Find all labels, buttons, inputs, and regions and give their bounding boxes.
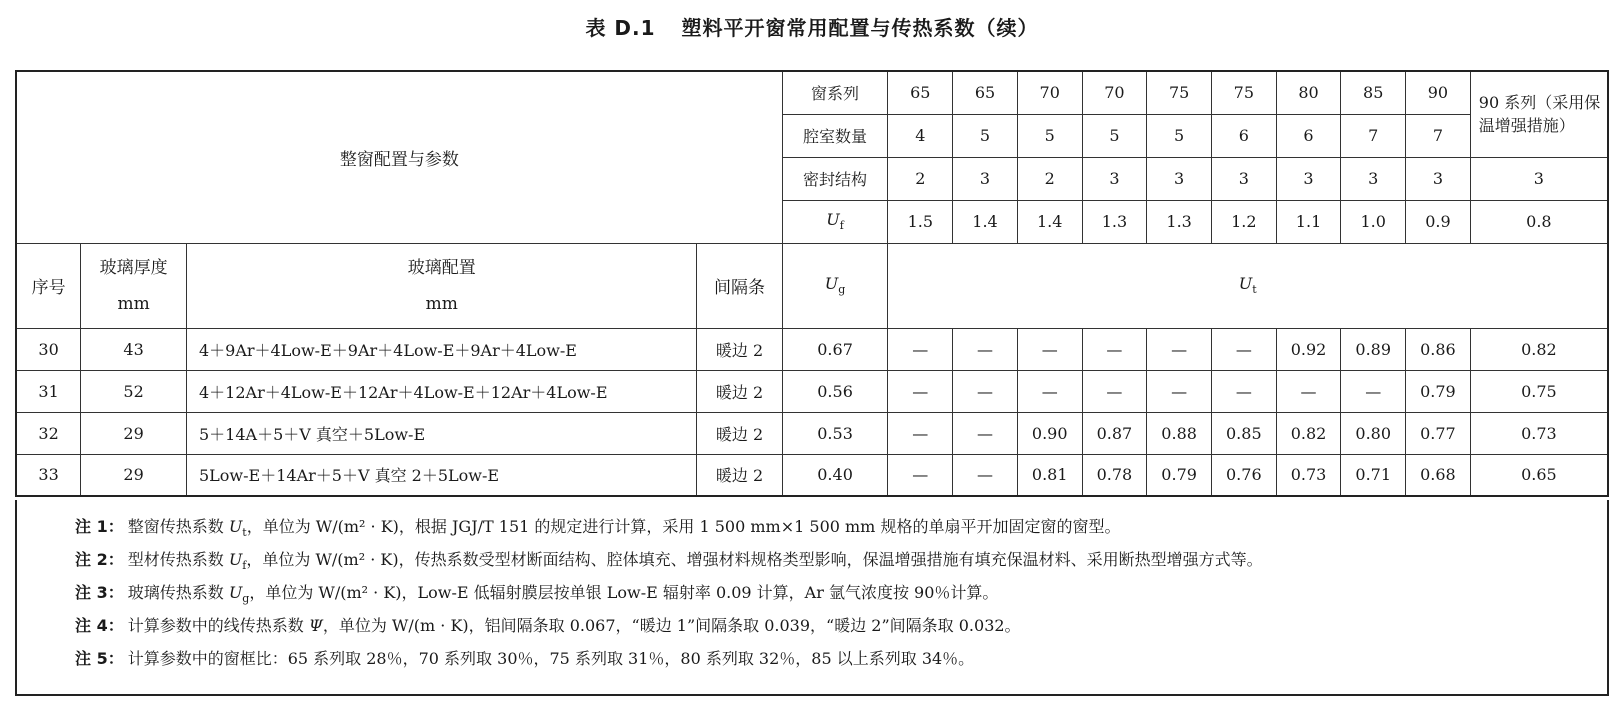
seq-cell: 32	[16, 412, 81, 454]
ut-cell: 0.68	[1406, 454, 1471, 496]
ut-cell: —	[1341, 370, 1406, 412]
ut-cell: —	[1082, 370, 1147, 412]
series-cell: 85	[1341, 71, 1406, 114]
ut-cell: —	[1017, 328, 1082, 370]
table-title	[0, 12, 1624, 41]
table-row	[16, 454, 1608, 496]
note-text: 玻璃传热系数	[127, 583, 229, 602]
ut-cell: —	[1211, 328, 1276, 370]
note-label: 注 3：	[75, 583, 124, 602]
uf-cell: 1.0	[1341, 200, 1406, 243]
ut-cell: 0.89	[1341, 328, 1406, 370]
uf-cell: 1.2	[1211, 200, 1276, 243]
ut-subscript: t	[1252, 283, 1257, 297]
glass-header	[186, 243, 696, 328]
series-cell: 75	[1147, 71, 1212, 114]
chambers-cell: 6	[1276, 114, 1341, 157]
series-cell: 75	[1211, 71, 1276, 114]
seals-label: 密封结构	[782, 157, 888, 200]
glass-header-label: 玻璃配置	[407, 257, 476, 278]
ut-cell: 0.82	[1276, 412, 1341, 454]
uf-cell: 1.4	[1017, 200, 1082, 243]
glass-config-cell: 5Low-E＋14Ar＋5＋V 真空 2＋5Low-E	[186, 454, 696, 496]
chambers-cell: 5	[1147, 114, 1212, 157]
thickness-header-unit: mm	[117, 293, 150, 314]
uf-cell: 1.5	[888, 200, 953, 243]
seals-cell: 2	[1017, 157, 1082, 200]
spacer-cell: 暖边 2	[697, 370, 782, 412]
seals-cell: 3	[1276, 157, 1341, 200]
chambers-cell: 6	[1211, 114, 1276, 157]
chambers-cell: 7	[1406, 114, 1471, 157]
series-cell: 65	[888, 71, 953, 114]
uf-cell: 1.4	[953, 200, 1018, 243]
ut-cell: —	[953, 370, 1018, 412]
ut-cell: —	[1147, 328, 1212, 370]
series-cell-90-enhanced: 90 系列（采用保温增强措施）	[1470, 71, 1608, 157]
ut-cell: —	[888, 412, 953, 454]
chambers-cell: 4	[888, 114, 953, 157]
ut-cell: —	[953, 412, 1018, 454]
note-text: 计算参数中的线传热系数	[127, 616, 309, 635]
uf-symbol: U	[826, 210, 840, 230]
note-label: 注 1：	[75, 517, 124, 536]
seals-cell: 2	[888, 157, 953, 200]
spacer-header: 间隔条	[697, 243, 782, 328]
glass-config-cell: 4＋12Ar＋4Low-E＋12Ar＋4Low-E＋12Ar＋4Low-E	[186, 370, 696, 412]
subheader-row	[16, 243, 1608, 328]
note-symbol: U	[228, 583, 243, 602]
ut-cell: —	[1276, 370, 1341, 412]
ug-cell: 0.67	[782, 328, 888, 370]
ug-cell: 0.40	[782, 454, 888, 496]
ut-cell: —	[888, 370, 953, 412]
ut-cell: 0.73	[1276, 454, 1341, 496]
seals-cell: 3	[1211, 157, 1276, 200]
note-1	[75, 512, 1607, 545]
seq-header: 序号	[16, 243, 81, 328]
note-symbol: U	[228, 550, 243, 569]
ut-cell: 0.82	[1470, 328, 1608, 370]
note-text-rest: ，单位为 W/(m² · K)，根据 JGJ/T 151 的规定进行计算，采用 1 500 mm×1 500 mm 规格的单扇平开加固定窗的窗型。	[246, 517, 1121, 536]
note-text: 型材传热系数	[127, 550, 229, 569]
ug-subscript: g	[838, 283, 846, 297]
ut-cell: 0.78	[1082, 454, 1147, 496]
note-label: 注 4：	[75, 616, 124, 635]
glass-header-unit: mm	[425, 293, 458, 314]
ut-cell: 0.85	[1211, 412, 1276, 454]
seq-cell: 31	[16, 370, 81, 412]
ut-cell: —	[888, 454, 953, 496]
table-caption: 塑料平开窗常用配置与传热系数（续）	[681, 16, 1039, 40]
note-4	[75, 611, 1607, 644]
glass-config-cell: 4＋9Ar＋4Low-E＋9Ar＋4Low-E＋9Ar＋4Low-E	[186, 328, 696, 370]
ut-cell: 0.73	[1470, 412, 1608, 454]
series-label: 窗系列	[782, 71, 888, 114]
ut-cell: —	[953, 454, 1018, 496]
thickness-cell: 43	[81, 328, 187, 370]
thickness-header	[81, 243, 187, 328]
ut-cell: 0.87	[1082, 412, 1147, 454]
note-2	[75, 545, 1607, 578]
chambers-cell: 5	[1082, 114, 1147, 157]
series-cell: 70	[1017, 71, 1082, 114]
uf-cell: 1.3	[1147, 200, 1212, 243]
uf-label	[782, 200, 888, 243]
chambers-cell: 7	[1341, 114, 1406, 157]
note-subscript: f	[242, 559, 247, 573]
spacer-cell: 暖边 2	[697, 412, 782, 454]
seals-cell: 3	[1082, 157, 1147, 200]
ut-cell: —	[1082, 328, 1147, 370]
seq-cell: 33	[16, 454, 81, 496]
seals-cell: 3	[1341, 157, 1406, 200]
series-cell: 70	[1082, 71, 1147, 114]
ut-cell: 0.79	[1406, 370, 1471, 412]
spacer-cell: 暖边 2	[697, 454, 782, 496]
ut-cell: 0.65	[1470, 454, 1608, 496]
ut-cell: 0.71	[1341, 454, 1406, 496]
chambers-label: 腔室数量	[782, 114, 888, 157]
ut-cell: —	[953, 328, 1018, 370]
glass-config-cell: 5＋14A＋5＋V 真空＋5Low-E	[186, 412, 696, 454]
seals-cell: 3	[953, 157, 1018, 200]
seals-cell: 3	[1470, 157, 1608, 200]
spacer-cell: 暖边 2	[697, 328, 782, 370]
note-5	[75, 644, 1607, 677]
table-number: 表 D.1	[585, 16, 656, 40]
ut-cell: 0.79	[1147, 454, 1212, 496]
ut-cell: —	[888, 328, 953, 370]
seals-cell: 3	[1406, 157, 1471, 200]
ut-symbol: U	[1238, 274, 1253, 294]
note-label: 注 2：	[75, 550, 124, 569]
ug-cell: 0.56	[782, 370, 888, 412]
thickness-cell: 52	[81, 370, 187, 412]
note-text-rest: ，单位为 W/(m² · K)，传热系数受型材断面结构、腔体填充、增强材料规格类型影响，保温增强措施有填充保温材料、采用断热型增强方式等。	[246, 550, 1263, 569]
ut-cell: 0.88	[1147, 412, 1212, 454]
note-label: 注 5：	[75, 649, 124, 668]
ug-cell: 0.53	[782, 412, 888, 454]
ut-cell: 0.80	[1341, 412, 1406, 454]
note-subscript: g	[242, 592, 250, 606]
note-text: 整窗传热系数	[127, 517, 229, 536]
thickness-cell: 29	[81, 412, 187, 454]
note-subscript: t	[242, 526, 247, 540]
thickness-header-label: 玻璃厚度	[99, 257, 168, 278]
ug-header	[782, 243, 888, 328]
note-3	[75, 578, 1607, 611]
series-cell: 65	[953, 71, 1018, 114]
ut-cell: 0.75	[1470, 370, 1608, 412]
chambers-cell: 5	[953, 114, 1018, 157]
ut-cell: 0.77	[1406, 412, 1471, 454]
ut-cell: 0.76	[1211, 454, 1276, 496]
chambers-cell: 5	[1017, 114, 1082, 157]
ut-cell: 0.90	[1017, 412, 1082, 454]
note-text-rest: ，单位为 W/(m² · K)，Low-E 低辐射膜层按单银 Low-E 辐射率 0.09 计算，Ar 氩气浓度按 90％计算。	[249, 583, 999, 602]
ug-symbol: U	[824, 274, 839, 294]
notes-box	[15, 500, 1609, 696]
seals-cell: 3	[1147, 157, 1212, 200]
ut-cell: —	[1017, 370, 1082, 412]
uf-cell: 0.9	[1406, 200, 1471, 243]
note-text-rest: ，单位为 W/(m · K)，铝间隔条取 0.067，“暖边 1”间隔条取 0.039，“暖边 2”间隔条取 0.032。	[322, 616, 1021, 635]
note-symbol: Ψ	[308, 616, 323, 635]
ut-cell: —	[1211, 370, 1276, 412]
note-symbol: U	[228, 517, 243, 536]
uf-cell: 1.3	[1082, 200, 1147, 243]
header-row-series	[16, 71, 1608, 114]
ut-cell: 0.81	[1017, 454, 1082, 496]
config-table	[15, 70, 1609, 497]
thickness-cell: 29	[81, 454, 187, 496]
ut-cell: 0.86	[1406, 328, 1471, 370]
uf-subscript: f	[839, 219, 844, 233]
seq-cell: 30	[16, 328, 81, 370]
ut-header	[888, 243, 1608, 328]
ut-cell: 0.92	[1276, 328, 1341, 370]
table-row	[16, 412, 1608, 454]
series-cell: 90	[1406, 71, 1471, 114]
uf-cell: 1.1	[1276, 200, 1341, 243]
ut-cell: —	[1147, 370, 1212, 412]
table-row	[16, 328, 1608, 370]
note-text: 计算参数中的窗框比：65 系列取 28％，70 系列取 30％，75 系列取 31％，80 系列取 32％，85 以上系列取 34％。	[127, 649, 975, 668]
series-cell: 80	[1276, 71, 1341, 114]
uf-cell: 0.8	[1470, 200, 1608, 243]
config-label: 整窗配置与参数	[16, 71, 782, 243]
table-row	[16, 370, 1608, 412]
